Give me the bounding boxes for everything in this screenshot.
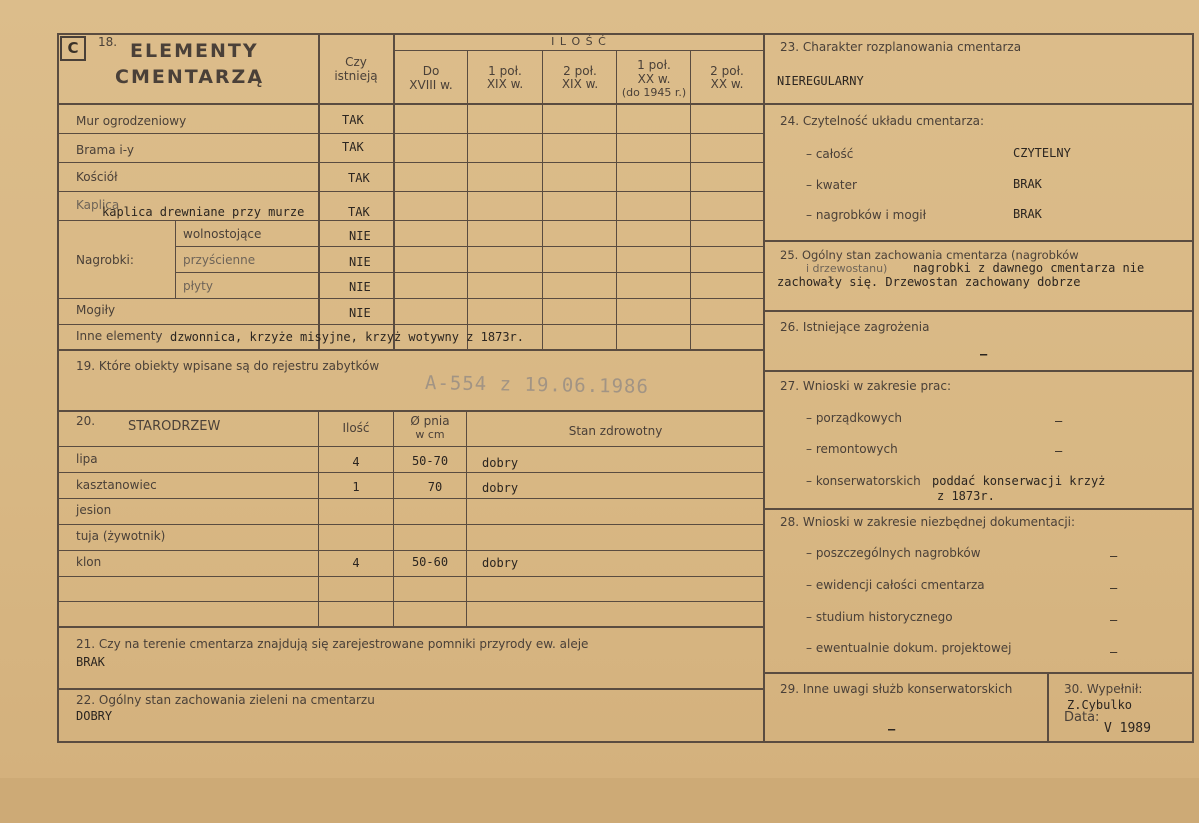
section-letter-box: C [60,36,86,61]
elements-title-1: ELEMENTY [130,40,259,62]
s25-value-2: zachowały się. Drzewostan zachowany dobrze [777,275,1081,289]
mur-value: TAK [342,113,364,127]
s27-item-3-value-2: z 1873r. [937,489,995,503]
pnia-col-header-1: Ø pnia [410,414,450,428]
s28-item-4-label: – ewentualnie dokum. projektowej [806,641,1012,655]
s29-value: – [888,722,896,736]
czy-istnieja-2: istnieją [334,69,378,83]
s27-item-1-label: – porządkowych [806,411,902,425]
s30-date: V 1989 [1104,721,1151,736]
s21-value: BRAK [76,655,105,669]
wolnostojace-label: wolnostojące [183,227,262,241]
s23-value: NIEREGULARNY [777,74,864,88]
s25-value-1: nagrobki z dawnego cmentarza nie [913,261,1145,275]
s27-item-2-value: – [1055,444,1063,458]
s19-label: 19. Które obiekty wpisane są do rejestru zabytków [76,359,380,373]
period-3-b: XIX w. [561,77,599,91]
tree-row-2-name: kasztanowiec [76,478,157,492]
s28-item-2-value: – [1110,581,1118,595]
period-4-c: (do 1945 r.) [621,86,687,99]
s29-label: 29. Inne uwagi służb konserwatorskich [780,682,1013,696]
s24-item-2-label: – kwater [806,178,857,192]
przyscienne-value: NIE [349,255,371,269]
tree-row-1-name: lipa [76,452,98,466]
s25-label-2: i drzewostanu) [806,262,888,275]
kaplica-typed: kaplica drewniane przy murze [102,205,305,219]
s27-item-1-value: – [1055,414,1063,428]
s26-value: – [980,347,988,361]
s28-item-4-value: – [1110,645,1118,659]
tree-row-2-count: 1 [352,480,360,494]
s30-date-label: Data: [1064,710,1100,725]
s23-label: 23. Charakter rozplanowania cmentarza [780,40,1022,54]
tree-row-3-name: jesion [76,503,112,517]
s26-label: 26. Istniejące zagrożenia [780,320,930,334]
ilosc-heading: I L O Ś Ć [551,35,607,48]
s28-item-3-value: – [1110,613,1118,627]
ilosc-col-header: Ilość [342,421,370,435]
elements-title-2: CMENTARZĄ [115,66,265,88]
s27-item-3-label: – konserwatorskich [806,474,921,488]
s20-num: 20. [76,414,96,428]
kaplica-label: Kaplica [76,198,120,212]
s27-item-2-label: – remontowych [806,442,898,456]
s24-item-1-value: CZYTELNY [1013,146,1071,160]
s28-item-2-label: – ewidencji całości cmentarza [806,578,985,592]
tree-row-4-name: tuja (żywotnik) [76,529,166,543]
tree-row-5-count: 4 [352,556,360,570]
kosciol-value: TAK [348,171,370,185]
kosciol-label: Kościół [76,170,118,184]
s21-label: 21. Czy na terenie cmentarza znajdują się zarejestrowane pomniki przyrody ew. aleje [76,637,589,651]
s22-value: DOBRY [76,709,113,723]
przyscienne-label: przyścienne [183,253,256,267]
s30-label: 30. Wypełnił: [1064,682,1143,696]
s24-item-3-value: BRAK [1013,207,1042,221]
tree-row-5-name: klon [76,555,102,569]
pnia-col-header-2: w cm [415,428,445,441]
s24-label: 24. Czytelność układu cmentarza: [780,114,985,128]
s28-item-3-label: – studium historycznego [806,610,953,624]
kaplica-value: TAK [348,205,370,219]
tree-row-1-diam: 50-70 [411,454,449,468]
period-2-a: 1 poł. [488,64,522,78]
card-bottom-edge [0,778,1199,823]
brama-label: Brama i-y [76,143,134,157]
inne-label: Inne elementy [76,329,163,343]
period-3-a: 2 poł. [563,64,597,78]
mogily-value: NIE [349,306,371,320]
s25-label: 25. Ogólny stan zachowania cmentarza (nagrobków [780,248,1079,262]
period-4-a: 1 poł. [637,58,671,72]
brama-value: TAK [342,140,364,154]
mur-label: Mur ogrodzeniowy [76,114,187,128]
s24-item-3-label: – nagrobków i mogił [806,208,927,222]
s24-item-2-value: BRAK [1013,177,1042,191]
period-4-b: XX w. [637,72,671,86]
tree-row-2-diam: 70 [427,480,443,494]
s28-item-1-value: – [1110,549,1118,563]
s30-name: Z.Cybulko [1067,698,1133,712]
period-1-a: Do [422,64,440,78]
tree-row-2-state: dobry [482,481,519,495]
tree-row-5-state: dobry [482,556,519,570]
s27-label: 27. Wnioski w zakresie prac: [780,379,952,393]
tree-row-1-state: dobry [482,456,519,470]
period-1-b: XVIII w. [409,78,453,92]
period-5-a: 2 poł. [710,64,744,78]
mogily-label: Mogiły [76,303,116,317]
starodrzew-title: STARODRZEW [128,419,221,434]
tree-row-5-diam: 50-60 [411,555,449,569]
s28-item-1-label: – poszczególnych nagrobków [806,546,981,560]
nagrobki-label: Nagrobki: [76,253,134,267]
tree-row-1-count: 4 [352,455,360,469]
s22-label: 22. Ogólny stan zachowania zieleni na cmentarzu [76,693,375,707]
s27-item-3-value: poddać konserwacji krzyż [932,474,1106,488]
section-number: 18. [98,35,118,49]
period-2-b: XIX w. [486,77,524,91]
wolnostojace-value: NIE [349,229,371,243]
inne-value: dzwonnica, krzyże misyjne, krzyż wotywny z 1873r. [170,330,525,344]
plyty-value: NIE [349,280,371,294]
s24-item-1-label: – całość [806,147,854,161]
plyty-label: płyty [183,279,213,293]
stan-col-header: Stan zdrowotny [568,424,663,438]
czy-istnieja-1: Czy [345,55,367,69]
period-5-b: XX w. [710,77,744,91]
s28-label: 28. Wnioski w zakresie niezbędnej dokumentacji: [780,515,1076,529]
s19-registry-value: A-554 z 19.06.1986 [424,372,650,398]
